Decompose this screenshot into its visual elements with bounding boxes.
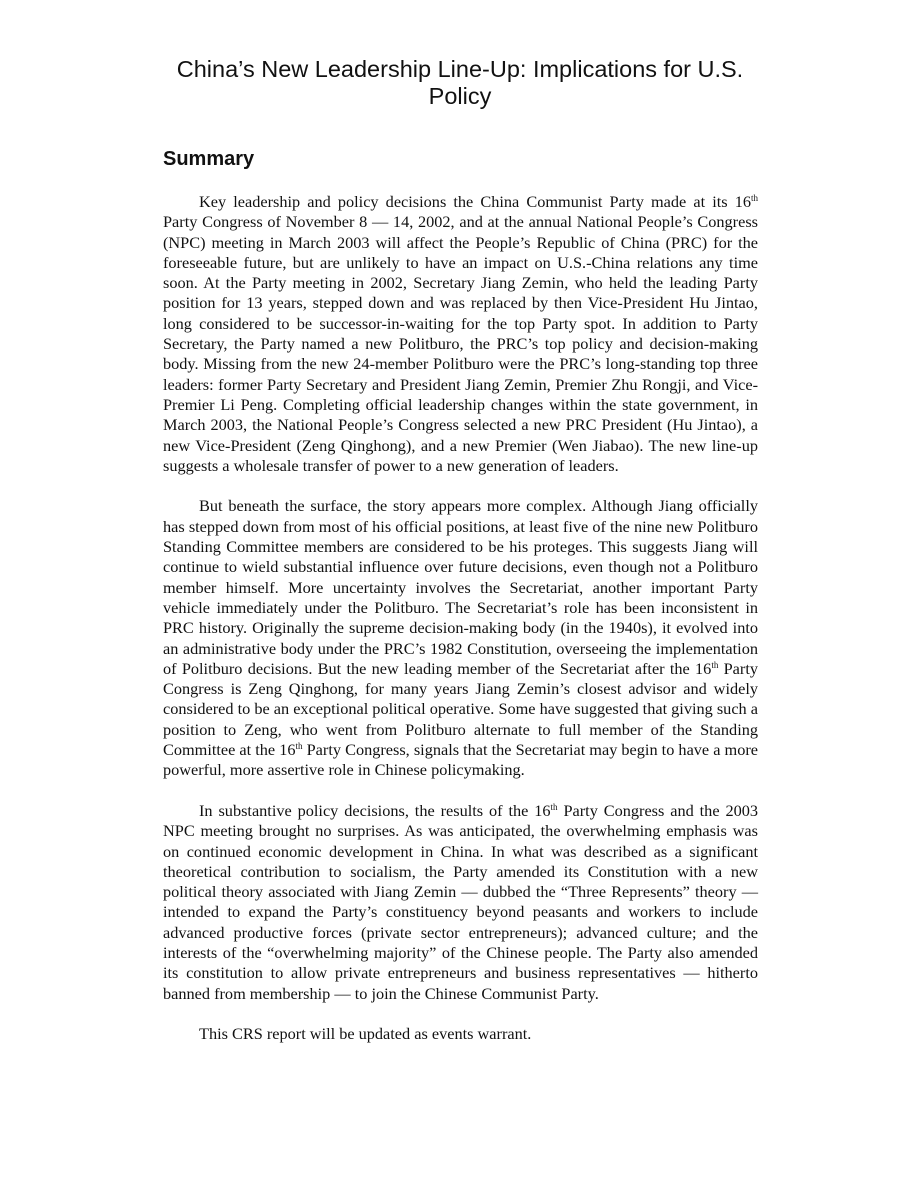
text-segment: In substantive policy decisions, the results of the 16 bbox=[199, 800, 551, 820]
summary-paragraph-1 bbox=[163, 192, 758, 476]
ordinal-superscript: th bbox=[750, 193, 758, 203]
document-title: China’s New Leadership Line-Up: Implications for U.S. Policy bbox=[176, 56, 744, 109]
summary-paragraph-3 bbox=[163, 801, 758, 1004]
summary-body bbox=[163, 192, 758, 1044]
summary-paragraph-4 bbox=[163, 1024, 758, 1044]
ordinal-superscript: th bbox=[550, 801, 558, 812]
text-segment: Party Congress and the 2003 NPC meeting brought no surprises. As was anticipated, the overwhelming emphasis was on continued economic development in China. In what was described as a significant theoretical contribution to socialism, the Party amended its Constitution with a new political theory associated with Jiang Zemin — dubbed the “Three Represents” theory — intended to expand the Party’s constituency beyond peasants and workers to include advanced productive forces (private sector entrepreneurs); advanced culture; and the interests of the “overwhelming majority” of the Chinese people. The Party also amended its constitution to allow private entrepreneurs and business representatives — hitherto banned from membership — to join the Chinese Communist Party. bbox=[163, 800, 759, 1003]
ordinal-superscript: th bbox=[711, 659, 719, 670]
text-segment: But beneath the surface, the story appears more complex. Although Jiang officially has stepped down from most of his official positions, at least five of the nine new Politburo Standing Committee members are considered to be his proteges. This suggests Jiang will continue to wield substantial influence over future decisions, even though not a Politburo member himself. More uncertainty involves the Secretariat, another important Party vehicle immediately under the Politburo. The Secretariat’s role has been inconsistent in PRC history. Originally the supreme decision-making body (in the 1940s), it evolved into an administrative body under the PRC’s 1982 Constitution, overseeing the implementation of Politburo decisions. But the new leading member of the Secretariat after the 16 bbox=[163, 496, 758, 678]
text-segment: This CRS report will be updated as events warrant. bbox=[199, 1024, 532, 1044]
text-segment: Party Congress, signals that the Secretariat may begin to have a more powerful, more assertive role in Chinese policymaking. bbox=[163, 740, 759, 780]
ordinal-superscript: th bbox=[295, 741, 303, 752]
summary-paragraph-2 bbox=[163, 496, 758, 780]
summary-heading: Summary bbox=[163, 148, 255, 170]
text-segment: Party Congress is Zeng Qinghong, for many years Jiang Zemin’s closest advisor and widely considered to be an exceptional political operative. Some have suggested that giving such a position to Zeng, who went from Politburo alternate to full member of the Standing Committee at the 16 bbox=[163, 658, 758, 760]
text-segment: Key leadership and policy decisions the China Communist Party made at its 16 bbox=[199, 192, 751, 211]
text-segment: Party Congress of November 8 — 14, 2002, and at the annual National People’s Congress (NPC) meeting in March 2003 will affect the People’s Republic of China (PRC) for the foreseeable future, but are unlikely to have an impact on U.S.-China relations any time soon. At the Party meeting in 2002, Secretary Jiang Zemin, who held the leading Party position for 13 years, stepped down and was replaced by then Vice-President Hu Jintao, long considered to be successor-in-waiting for the top Party spot. In addition to Party Secretary, the Party named a new Politburo, the PRC’s top policy and decision-making body. Missing from the new 24-member Politburo were the PRC’s long-standing top three leaders: former Party Secretary and President Jiang Zemin, Premier Zhu Rongji, and Vice-Premier Li Peng. Completing official leadership changes within the state government, in March 2003, the National People’s Congress selected a new PRC President (Hu Jintao), a new Vice-President (Zeng Qinghong), and a new Premier (Wen Jiabao). The new line-up suggests a wholesale transfer of power to a new generation of leaders. bbox=[163, 212, 758, 475]
